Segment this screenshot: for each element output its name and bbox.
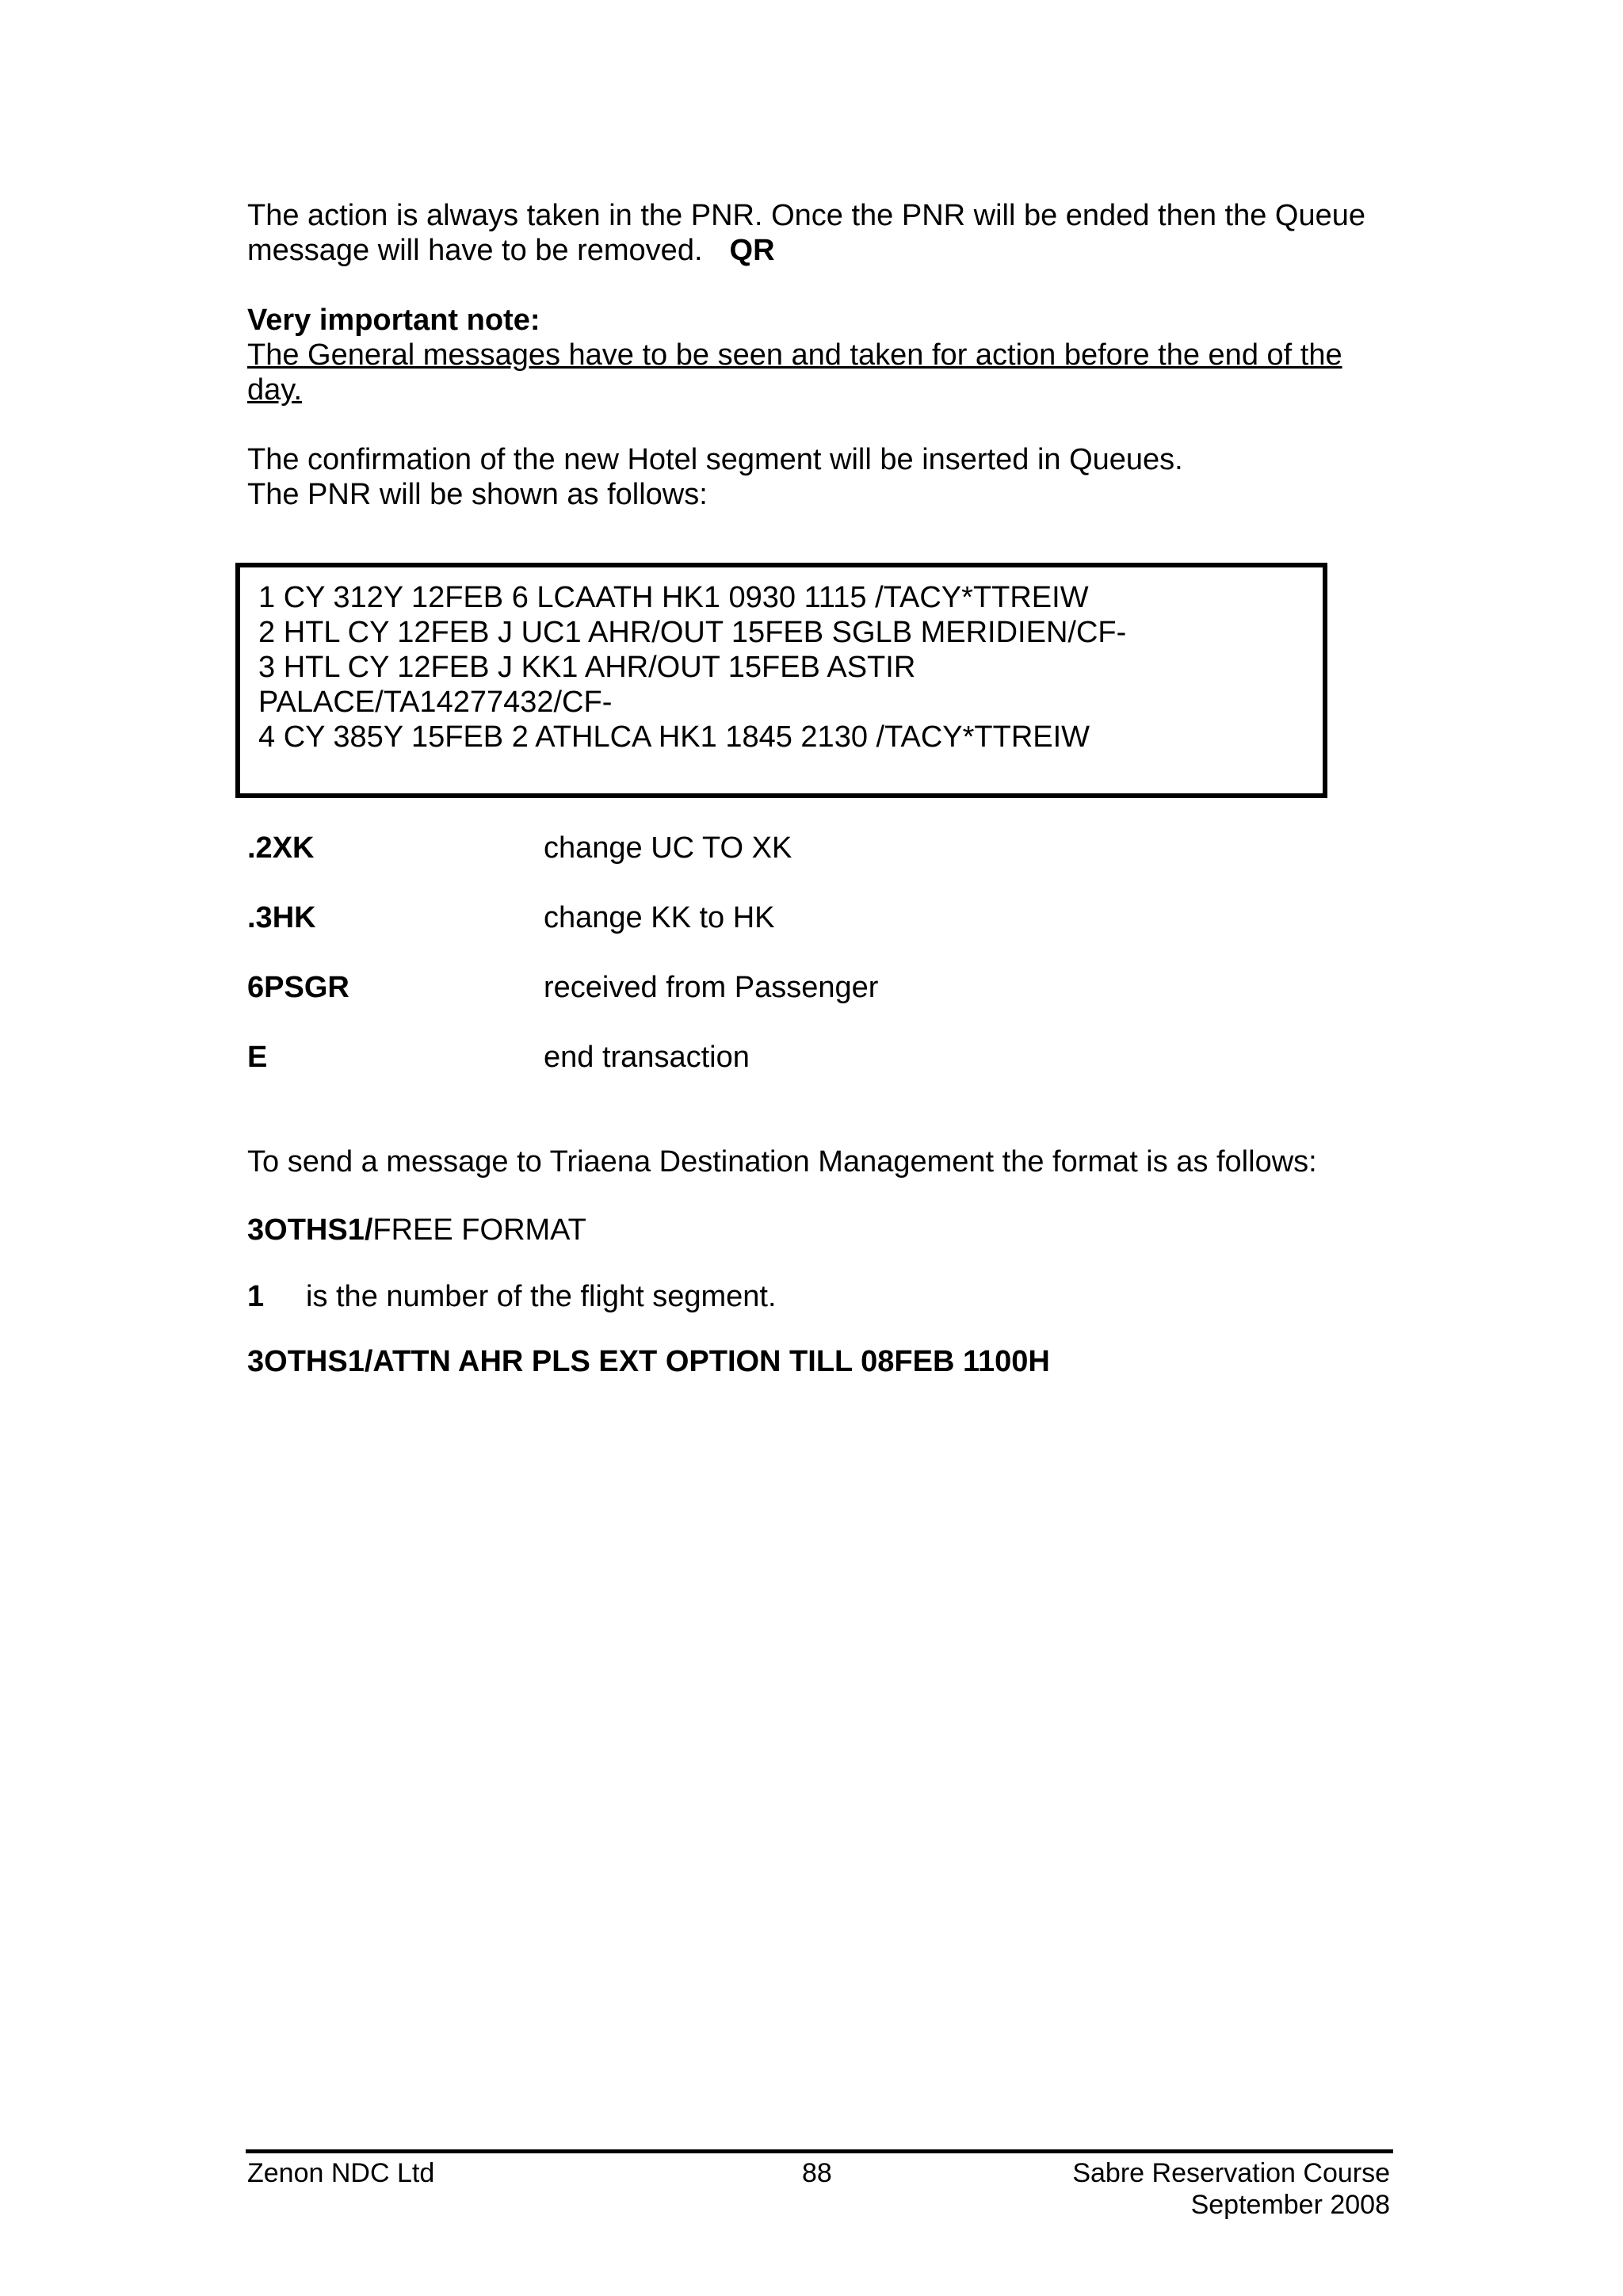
intro-line-2-text: message will have to be removed. <box>247 234 703 267</box>
command-code: .3HK <box>247 901 316 934</box>
footer-course: Sabre Reservation Course <box>1072 2158 1390 2188</box>
segment-explanation: is the number of the flight segment. <box>306 1280 777 1313</box>
footer-company: Zenon NDC Ltd <box>247 2158 435 2188</box>
intro-line-2 <box>247 233 775 268</box>
pnr-line: 4 CY 385Y 15FEB 2 ATHLCA HK1 1845 2130 /TACY*TTREIW <box>258 720 1090 754</box>
command-code: .2XK <box>247 831 315 865</box>
command-description: change KK to HK <box>544 901 775 934</box>
message-example: 3OTHS1/ATTN AHR PLS EXT OPTION TILL 08FEB 1100H <box>247 1345 1050 1378</box>
command-description: end transaction <box>544 1041 750 1074</box>
qr-command: QR <box>729 234 775 267</box>
message-intro: To send a message to Triaena Destination Management the format is as follows: <box>247 1145 1317 1179</box>
note-line-2: day. <box>247 373 303 407</box>
footer-date: September 2008 <box>1190 2190 1390 2220</box>
confirmation-line-1: The confirmation of the new Hotel segment will be inserted in Queues. <box>247 443 1183 476</box>
footer-page-number: 88 <box>802 2158 832 2188</box>
note-line-1: The General messages have to be seen and taken for action before the end of the <box>247 338 1342 372</box>
message-format-command: 3OTHS1/ <box>247 1213 373 1247</box>
segment-number: 1 <box>247 1280 265 1313</box>
command-description: change UC TO XK <box>544 831 792 865</box>
note-heading: Very important note: <box>247 304 540 337</box>
confirmation-line-2: The PNR will be shown as follows: <box>247 478 708 511</box>
pnr-line: 3 HTL CY 12FEB J KK1 AHR/OUT 15FEB ASTIR <box>258 651 916 684</box>
footer-rule <box>246 2149 1393 2153</box>
command-description: received from Passenger <box>544 971 879 1004</box>
message-format <box>247 1213 586 1247</box>
pnr-line: 1 CY 312Y 12FEB 6 LCAATH HK1 0930 1115 /TACY*TTREIW <box>258 581 1089 614</box>
command-code: 6PSGR <box>247 971 349 1004</box>
pnr-line: 2 HTL CY 12FEB J UC1 AHR/OUT 15FEB SGLB MERIDIEN/CF- <box>258 616 1127 649</box>
command-code: E <box>247 1041 268 1074</box>
pnr-line: PALACE/TA14277432/CF- <box>258 686 613 719</box>
message-format-text: FREE FORMAT <box>372 1213 586 1247</box>
intro-line-1: The action is always taken in the PNR. Once the PNR will be ended then the Queue <box>247 199 1366 232</box>
